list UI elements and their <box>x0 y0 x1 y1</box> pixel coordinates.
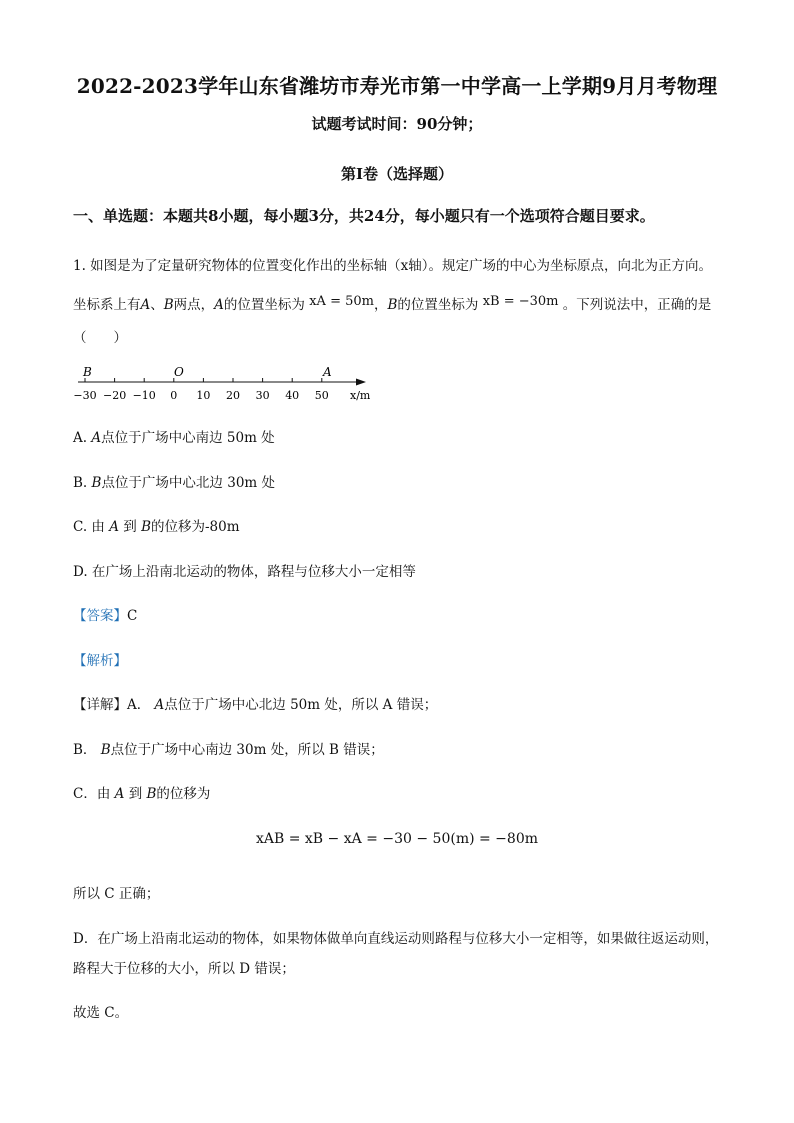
stem-text: ， <box>373 297 388 313</box>
explain-b-prefix: B． <box>73 742 97 758</box>
explain-a-text: 点位于广场中心北边 50m 处，所以 A 错误； <box>164 697 438 713</box>
explain-c <box>73 782 210 802</box>
axis-tick-label: −30 <box>73 389 97 402</box>
option-b <box>73 471 275 491</box>
point-a-label: A <box>214 297 224 313</box>
explain-a-prefix: A． <box>127 697 151 713</box>
detail-tag: 【详解】 <box>73 697 127 713</box>
stem-text: 坐标系上有 <box>73 297 141 313</box>
option-b-prefix: B. <box>73 475 88 491</box>
axis-tick-label: −10 <box>132 389 156 402</box>
explain-b-text: 点位于广场中心南边 30m 处，所以 B 错误； <box>110 742 384 758</box>
option-d: D. 在广场上沿南北运动的物体，路程与位移大小一定相等 <box>73 564 416 580</box>
axis-point-b: B <box>83 365 92 379</box>
final-answer: 故选 C。 <box>73 1005 129 1021</box>
option-c-point-b: B <box>141 519 151 535</box>
option-a-prefix: A. <box>73 430 88 446</box>
explain-c-prefix: C．由 <box>73 786 111 802</box>
volume-heading: 第I卷（选择题） <box>340 165 454 183</box>
point-a-label: A <box>140 297 151 313</box>
explain-d-line1: D．在广场上沿南北运动的物体，如果物体做单向直线运动则路程与位移大小一定相等，如果做往返运动则， <box>73 931 719 947</box>
stem-text: 的位置坐标为 <box>223 297 305 313</box>
question-stem-line1: 1. 如图是为了定量研究物体的位置变化作出的坐标轴（x轴）。规定广场的中心为坐标原点，向北为正方向。 <box>73 258 713 274</box>
explain-c-point-a: A <box>114 786 125 802</box>
option-a-text: 点位于广场中心南边 50m 处 <box>101 430 275 446</box>
exam-time: 试题考试时间：90分钟； <box>311 115 483 133</box>
answer-value: C <box>127 608 138 624</box>
option-b-point: B <box>91 475 102 491</box>
axis-tick-label: −20 <box>102 389 127 402</box>
axis-tick-label: 10 <box>196 389 211 402</box>
point-b-label: B <box>163 297 174 313</box>
point-b-label: B <box>387 297 398 313</box>
explain-c-point-b: B <box>146 786 157 802</box>
axis-unit-label: x/m <box>350 389 371 402</box>
stem-text: 。下列说法中，正确的是 <box>562 297 712 313</box>
option-b-text: 点位于广场中心北边 30m 处 <box>101 475 275 491</box>
axis-arrow <box>356 379 366 386</box>
question-stem-line2 <box>73 293 711 313</box>
option-c <box>73 515 240 535</box>
axis-point-o: O <box>174 365 184 379</box>
option-c-point-a: A <box>109 519 119 535</box>
document-title: 2022-2023学年山东省潍坊市寿光市第一中学高一上学期9月月考物理 <box>76 74 718 98</box>
axis-tick-label: 30 <box>255 389 270 402</box>
analysis-tag: 【解析】 <box>73 653 127 669</box>
xb-formula: xB = −30m <box>482 294 559 309</box>
stem-sep: 、 <box>150 297 164 313</box>
option-c-mid: 到 <box>123 519 137 535</box>
explain-a <box>73 693 437 713</box>
axis-tick-label: 0 <box>170 389 178 402</box>
option-a <box>73 426 275 446</box>
explain-d-line2: 路程大于位移的大小，所以 D 错误； <box>73 961 295 977</box>
answer-line <box>73 604 137 624</box>
answer-paren: （ ） <box>73 330 127 346</box>
option-c-text: 的位移为-80m <box>151 519 240 535</box>
explain-c-mid: 到 <box>128 786 143 802</box>
stem-text: 的位置坐标为 <box>397 297 479 313</box>
explain-c-conclusion: 所以 C 正确； <box>73 886 160 902</box>
tick-marks <box>85 378 322 382</box>
explain-b <box>73 738 384 758</box>
axis-point-a: A <box>323 365 332 379</box>
xa-formula: xA = 50m <box>309 294 374 309</box>
explain-a-point: A <box>154 697 165 713</box>
coordinate-axis-figure <box>70 362 380 404</box>
option-a-point: A <box>91 430 102 446</box>
answer-tag: 【答案】 <box>73 608 127 624</box>
option-c-prefix: C. 由 <box>73 519 105 535</box>
axis-tick-label: 40 <box>285 389 300 402</box>
stem-text: 两点， <box>173 297 215 313</box>
tick-labels <box>73 389 328 402</box>
explain-b-point: B <box>100 742 111 758</box>
displacement-formula: xAB = xB − xA = −30 − 50(m) = −80m <box>255 831 539 847</box>
axis-tick-label: 50 <box>314 389 329 402</box>
axis-tick-label: 20 <box>226 389 240 402</box>
section-heading: 一、单选题：本题共8小题，每小题3分，共24分，每小题只有一个选项符合题目要求。 <box>73 207 655 225</box>
explain-c-text: 的位移为 <box>156 786 211 802</box>
